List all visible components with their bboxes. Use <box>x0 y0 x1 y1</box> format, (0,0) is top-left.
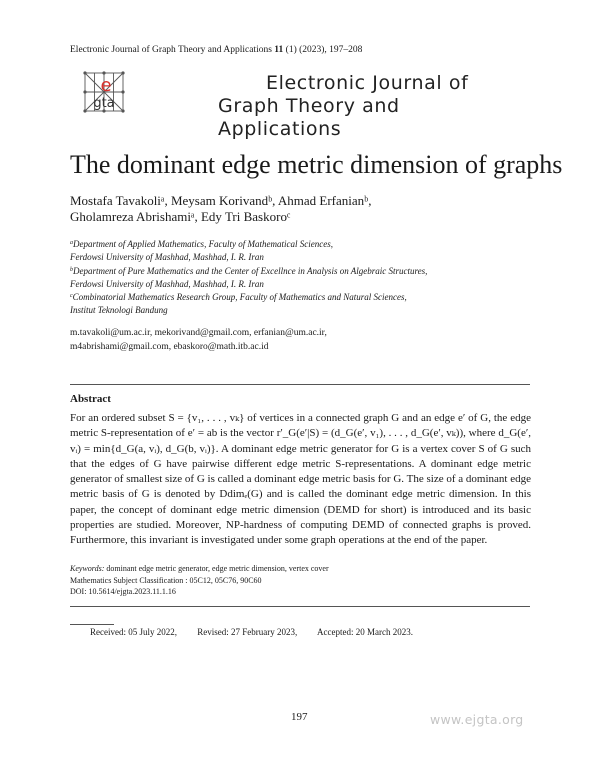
affiliations <box>70 238 540 318</box>
affiliation-line <box>70 291 540 304</box>
journal-name <box>218 72 518 141</box>
keywords-label: Keywords: <box>70 564 105 573</box>
paper-title: The dominant edge metric dimension of graphs <box>70 150 563 179</box>
journal-reference <box>70 45 362 55</box>
footnote-rule <box>70 624 114 625</box>
logo-letters-gta: gta <box>93 96 115 111</box>
abstract-heading: Abstract <box>70 393 111 405</box>
affiliation-line <box>70 251 540 264</box>
keywords-line <box>70 563 530 575</box>
abstract-top-rule <box>70 384 530 385</box>
affiliation-text: Combinatorial Mathematics Research Group, Faculty of Mathematics and Natural Sciences, <box>72 292 407 303</box>
author-emails <box>70 327 540 354</box>
journal-issue-pages: (1) (2023), 197–208 <box>283 45 363 55</box>
msc-line: Mathematics Subject Classification : 05C12, 05C76, 90C60 <box>70 575 262 585</box>
abstract-bottom-rule <box>70 606 530 607</box>
affiliation-text: Institut Teknologi Bandung <box>70 305 168 316</box>
authors-line-1: Mostafa Tavakoliᵃ, Meysam Korivandᵇ, Ahmad Erfanianᵇ, <box>70 193 372 208</box>
affiliation-mark: c <box>70 293 73 300</box>
journal-website[interactable]: www.ejgta.org <box>430 712 524 727</box>
doi-line[interactable]: DOI: 10.5614/ejgta.2023.11.1.16 <box>70 587 176 596</box>
authors-line-2: Gholamreza Abrishamiᵃ, Edy Tri Baskoroᶜ <box>70 209 291 224</box>
journal-name-line2: Graph Theory and Applications <box>218 95 400 140</box>
affiliation-line <box>70 238 540 251</box>
received-date: Received: 05 July 2022, <box>90 627 177 637</box>
journal-volume: 11 <box>274 45 284 55</box>
affiliation-line <box>70 265 540 278</box>
affiliation-line <box>70 278 540 291</box>
affiliation-mark: b <box>70 266 73 273</box>
logo-letter-e: e <box>100 75 112 96</box>
affiliation-mark: a <box>70 240 73 246</box>
accepted-date: Accepted: 20 March 2023. <box>317 627 413 637</box>
ejgta-logo <box>82 70 126 114</box>
paper-metadata <box>70 563 530 598</box>
page-number: 197 <box>291 711 308 723</box>
journal-ref-prefix: Electronic Journal of Graph Theory and Applications <box>70 45 275 55</box>
emails-line-2[interactable]: m4abrishami@gmail.com, ebaskoro@math.itb.ac.id <box>70 341 269 352</box>
ejgta-logo-icon <box>82 70 126 114</box>
author-list <box>70 193 540 225</box>
revised-date: Revised: 27 February 2023, <box>197 627 298 637</box>
affiliation-text: Department of Pure Mathematics and the Center of Excellnce in Analysis on Algebraic Structures, <box>73 265 428 276</box>
keywords: dominant edge metric generator, edge metric dimension, vertex cover <box>106 564 329 573</box>
affiliation-line <box>70 304 540 317</box>
journal-name-line1: Electronic Journal of <box>266 72 469 94</box>
affiliation-text: Department of Applied Mathematics, Faculty of Mathematical Sciences, <box>73 239 334 249</box>
affiliation-text: Ferdowsi University of Mashhad, Mashhad, I. R. Iran <box>70 252 264 263</box>
emails-line-1[interactable]: m.tavakoli@um.ac.ir, mekorivand@gmail.com, erfanian@um.ac.ir, <box>70 328 327 338</box>
abstract-text: For an ordered subset S = {v₁, . . . , vₖ} of vertices in a connected graph G and an edge e′ of G, the edge metric S-representation of e′ = ab is the vector r′_G(e′|S) = (d_G(e′, v₁), . . . , d_G(e′, vₖ)), where d_G(e′, vᵢ) = min{d_G(a, vᵢ), d_G(b, vᵢ)}. A dominant edge metric generator for G is a vertex cover S of G such that the edges of G have pairwise different edge metric S-representations. A dominant edge metric generator of smallest size of G is called a dominant edge metric basis for G. The size of a dominant edge metric basis of G is denoted by Ddimₑ(G) and is called the dominant edge metric dimension. In this paper, the concept of dominant edge metric dimension (DEMD for short) is introduced and its basic properties are studied. Moreover, NP-hardness of computing DEMD of connected graphs is proved. Furthermore, this invariant is investigated under some graph operations at the end of the paper. <box>70 412 531 547</box>
submission-dates <box>90 627 431 637</box>
affiliation-text: Ferdowsi University of Mashhad, Mashhad, I. R. Iran <box>70 278 264 289</box>
